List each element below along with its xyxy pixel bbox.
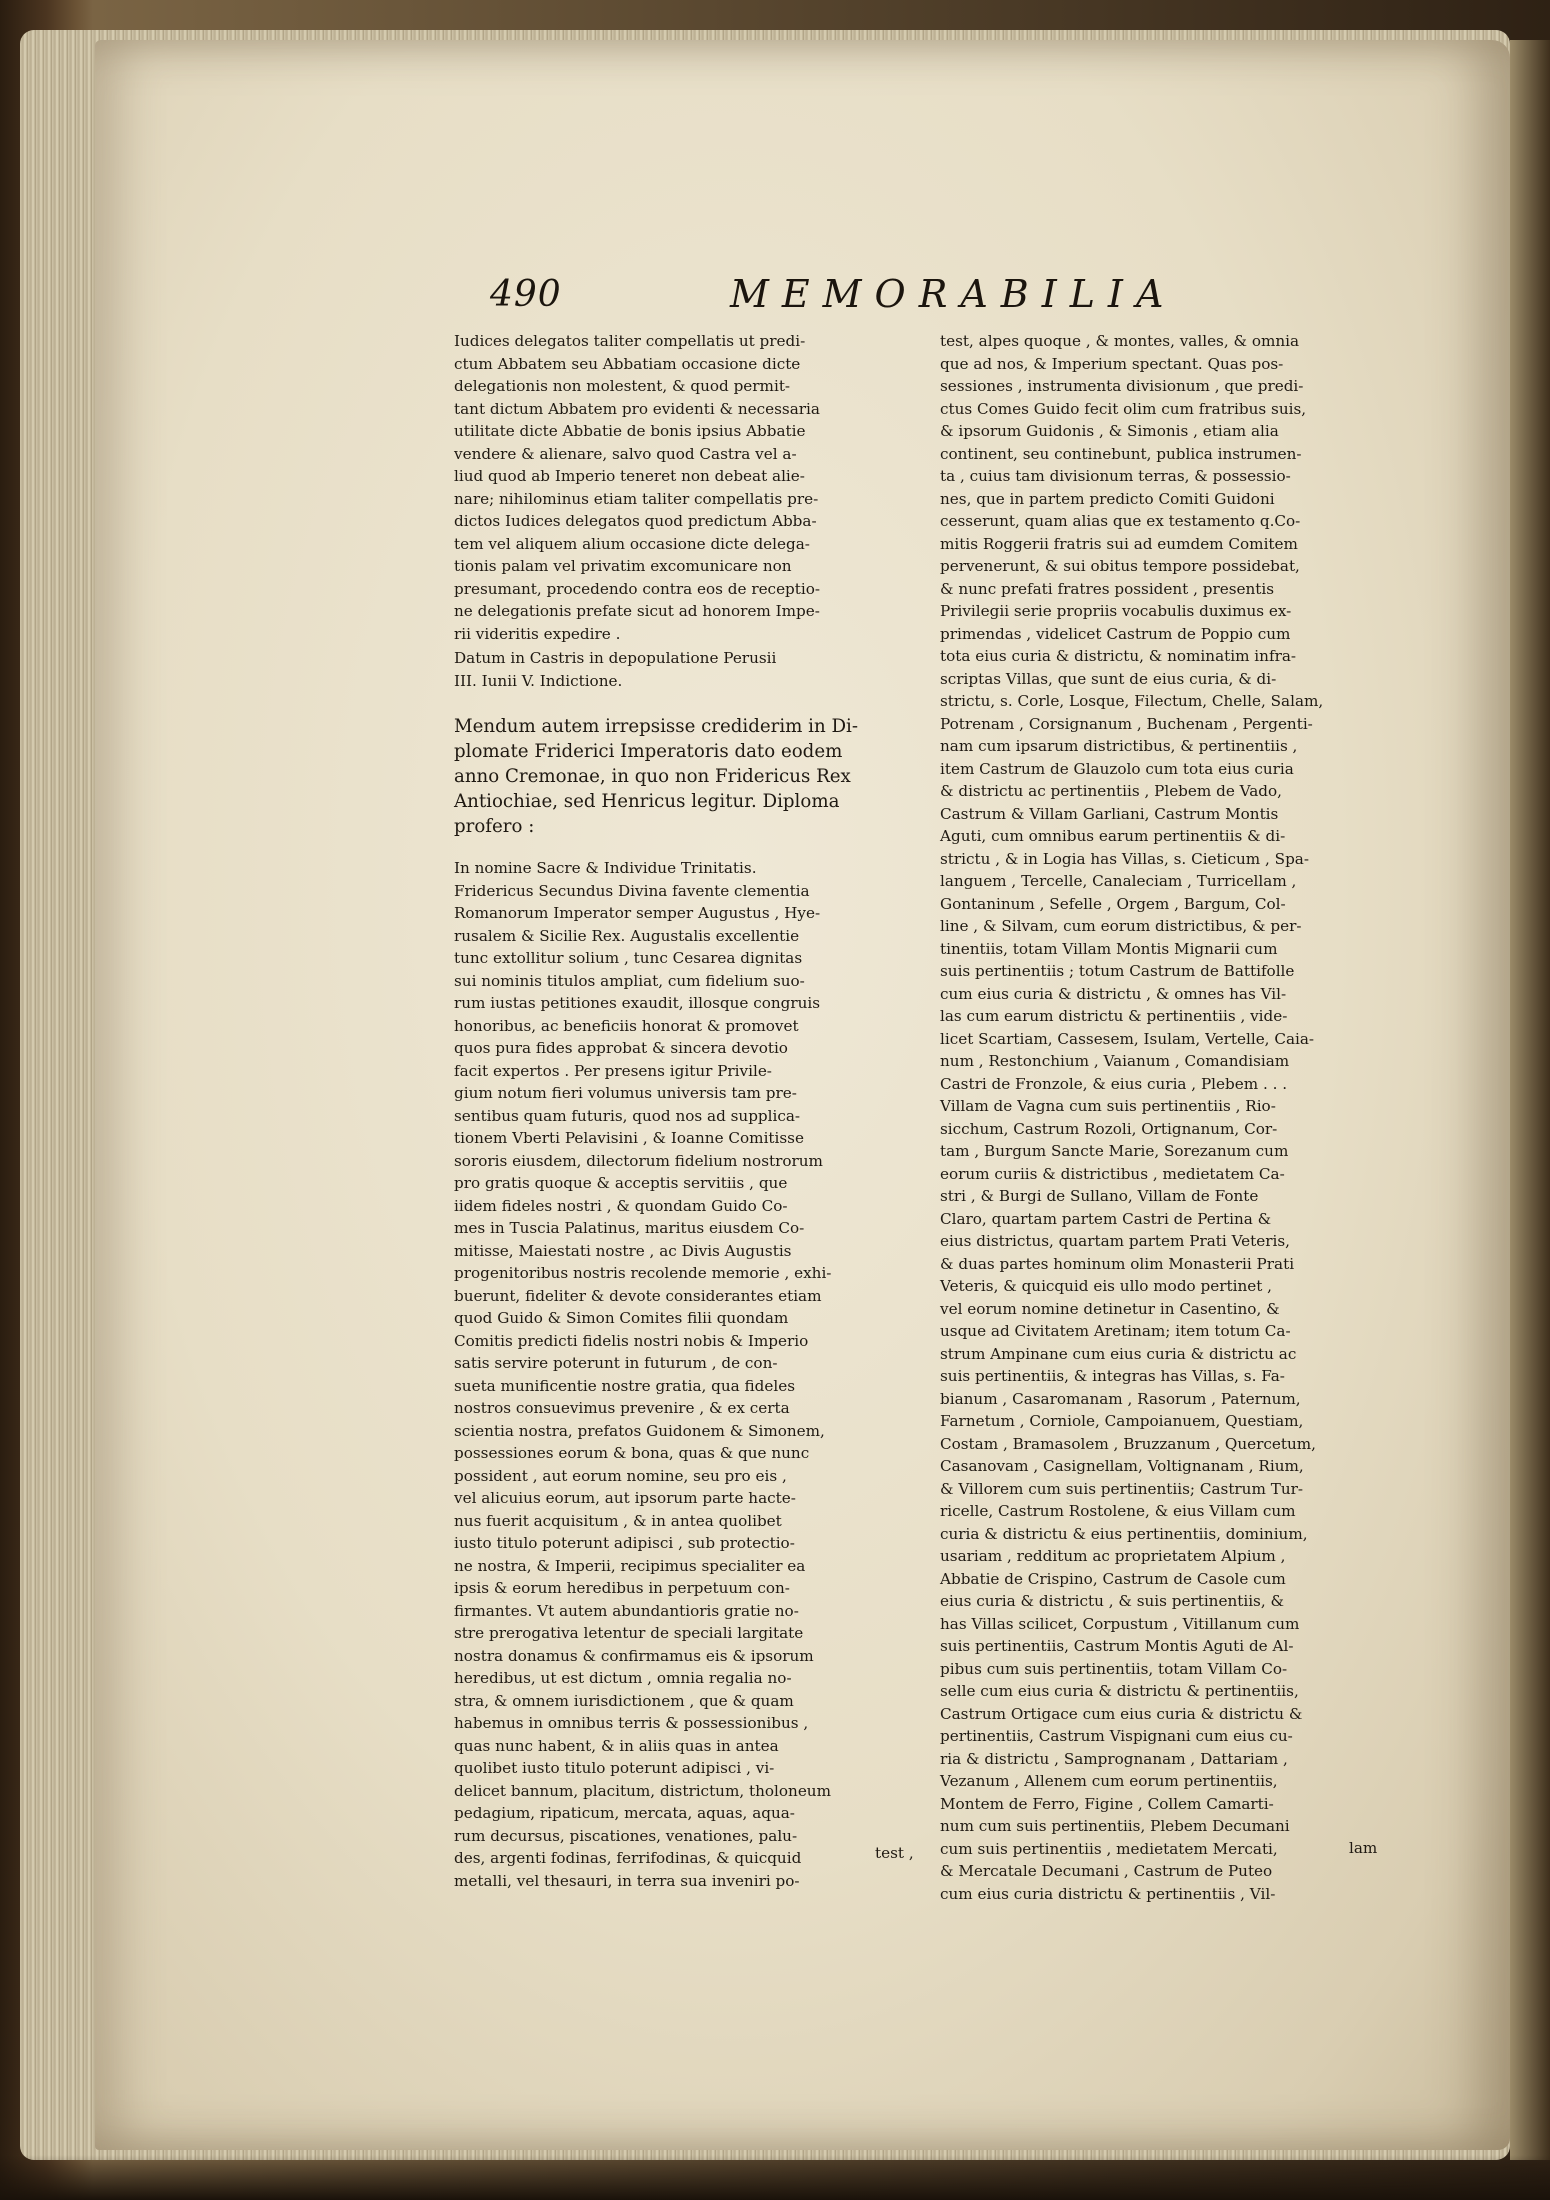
left-catchword: test , [875, 1844, 914, 1862]
right-catchword: lam [1349, 1839, 1378, 1857]
right-column-text: test, alpes quoque , & montes, valles, & omnia que ad nos, & Imperium spectant. Quas pos- sessiones , instrumenta divisionum , que predi- ctus Comes Guido fecit olim cum fratribus suis, & ipsorum Guidonis , & Simonis , etiam alia continent, seu continebunt, publica instrumen- ta , cuius tam divisionum terras, & possessio- nes, que in partem predicto Comiti Guidoni cesserunt, quam alias que ex testamento q.Co- mitis Roggerii fratris sui ad eumdem Comitem pervenerunt, & sui obitus tempore possidebat, & nunc prefati fratres possident , presentis Privilegii serie propriis vocabulis duximus ex- primendas , videlicet Castrum de Poppio cum tota eius curia & districtu, & nominatim infra- scriptas Villas, que sunt de eius curia, & di- strictu, s. Corle, Losque, Filectum, Chelle, Salam, Potrenam , Corsignanum , Buchenam , Pergenti- nam cum ipsarum districtibus, & pertinentiis , item Castrum de Glauzolo cum tota eius curia & districtu ac pertinentiis , Plebem de Vado, Castrum & Villam Garliani, Castrum Montis Aguti, cum omnibus earum pertinentiis & di- strictu , & in Logia has Villas, s. Cieticum , Spa- languem , Tercelle, Canaleciam , Turricellam , Gontaninum , Sefelle , Orgem , Bargum, Col- line , & Silvam, cum eorum districtibus, & per- tinentiis, totam Villam Montis Mignarii cum suis pertinentiis ; totum Castrum de Battifolle cum eius curia & districtu , & omnes has Vil- las cum earum districtu & pertinentiis , vide- licet Scartiam, Cassesem, Isulam, Vertelle, Caia- num , Restonchium , Vaianum , Comandisiam Castri de Fronzole, & eius curia , Plebem . . . Villam de Vagna cum suis pertinentiis , Rio- sicchum, Castrum Rozoli, Ortignanum, Cor- tam , Burgum Sancte Marie, Sorezanum cum eorum curiis & districtibus , medietatem Ca- stri , & Burgi de Sullano, Villam de Fonte Claro, quartam partem Castri de Pertina & eius districtus, quartam partem Prati Veteris, & duas partes hominum olim Monasterii Prati Veteris, & quicquid eis ullo modo pertinet , vel eorum nomine detinetur in Casentino, & usque ad Civitatem Aretinam; item totum Ca- strum Ampinane cum eius curia & districtu ac suis pertinentiis, & integras has Villas, s. Fa- bianum , Casaromanam , Rasorum , Paternum, Farnetum , Corniole, Campoianuem, Questiam, Costam , Bramasolem , Bruzzanum , Quercetum, Casanovam , Casignellam, Voltignanam , Rium, & Villorem cum suis pertinentiis; Castrum Tur- ricelle, Castrum Rostolene, & eius Villam cum curia & districtu & eius pertinentiis, dominium, usariam , redditum ac proprietatem Alpium , Abbatie de Crispino, Castrum de Casole cum eius curia & districtu , & suis pertinentiis, & has Villas scilicet, Corpustum , Vitillanum cum suis pertinentiis, Castrum Montis Aguti de Al- pibus cum suis pertinentiis, totam Villam Co- selle cum eius curia & districtu & pertinentiis, Castrum Ortigace cum eius curia & districtu & pertinentiis, Castrum Vispignani cum eius cu- ria & districtu , Samprognanam , Dattariam , Vezanum , Allenem cum eorum pertinentiis, Montem de Ferro, Figine , Collem Camarti- num cum suis pertinentiis, Plebem Decumani cum suis pertinentiis , medietatem Mercati, & Mercatale Decumani , Castrum de Puteo cum eius curia districtu & pertinentiis , Vil- [940, 332, 1324, 1903]
left-column-datum: Datum in Castris in depopulatione Perusii III. Iunii V. Indictione. [454, 649, 777, 690]
left-column-intro: Mendum autem irrepsisse crediderim in Di- plomate Friderici Imperatoris dato eodem anno Cremonae, in quo non Fridericus Rex Antiochiae, sed Henricus legitur. Diploma profero : [454, 716, 859, 837]
page-number: 490 [490, 274, 562, 315]
left-column-diploma: In nomine Sacre & Individue Trinitatis. Fridericus Secundus Divina favente clementia Romanorum Imperator semper Augustus , Hye- rusalem & Sicilie Rex. Augustalis excellentie tunc extollitur solium , tunc Cesarea dignitas sui nominis titulos ampliat, cum fidelium suo- rum iustas petitiones exaudit, illosque congruis honoribus, ac beneficiis honorat & promovet quos pura fides approbat & sincera devotio facit expertos . Per presens igitur Privile- gium notum fieri volumus universis tam pre- sentibus quam futuris, quod nos ad supplica- tionem Vberti Pelavisini , & Ioanne Comitisse sororis eiusdem, dilectorum fidelium nostrorum pro gratis quoque & acceptis servitiis , que iidem fideles nostri , & quondam Guido Co- mes in Tuscia Palatinus, maritus eiusdem Co- mitisse, Maiestati nostre , ac Divis Augustis progenitoribus nostris recolende memorie , exhi- buerunt, fideliter & devote considerantes etiam quod Guido & Simon Comites filii quondam Comitis predicti fidelis nostri nobis & Imperio satis servire poterunt in futurum , de con- sueta munificentie nostre gratia, qua fideles nostros consuevimus prevenire , & ex certa scientia nostra, prefatos Guidonem & Simonem, possessiones eorum & bona, quas & que nunc possident , aut eorum nomine, seu pro eis , vel alicuius eorum, aut ipsorum parte hacte- nus fuerit acquisitum , & in antea quolibet iusto titulo poterunt adipisci , sub protectio- ne nostra, & Imperii, recipimus specialiter ea ipsis & eorum heredibus in perpetuum con- firmantes. Vt autem abundantioris gratie no- stre prerogativa letentur de speciali largitate nostra donamus & confirmamus eis & ipsorum heredibus, ut est dictum , omnia regalia no- stra, & omnem iurisdictionem , que & quam habemus in omnibus terris & possessionibus , quas nunc habent, & in aliis quas in antea quolibet iusto titulo poterunt adipisci , vi- delicet bannum, placitum, districtum, tholoneum pedagium, ripaticum, mercata, aquas, aqua- rum decursus, piscationes, venationes, palu- des, argenti fodinas, ferrifodinas, & quicquid metalli, vel thesauri, in terra sua inveniri po- [454, 859, 832, 1890]
left-column-paragraph-1: Iudices delegatos taliter compellatis ut predi- ctum Abbatem seu Abbatiam occasione dicte delegationis non molestent, & quod permit- tant dictum Abbatem pro evidenti & necessaria utilitate dicte Abbatie de bonis ipsius Abbatie vendere & alienare, salvo quod Castra vel a- liud quod ab Imperio teneret non debeat alie- nare; nihilominus etiam taliter compellatis pre- dictos Iudices delegatos quod predictum Abba- tem vel aliquem alium occasione dicte delega- tionis palam vel privatim excomunicare non presumant, procedendo contra eos de receptio- ne delegationis prefate sicut ad honorem Impe- rii videritis expedire . [454, 332, 821, 643]
right-column [940, 330, 1390, 1905]
page-header [490, 272, 1177, 324]
running-title: MEMORABILIA [730, 272, 1177, 316]
bottom-shadow [0, 2155, 1550, 2200]
left-column [454, 330, 916, 1892]
binding-shadow [1510, 40, 1550, 2160]
